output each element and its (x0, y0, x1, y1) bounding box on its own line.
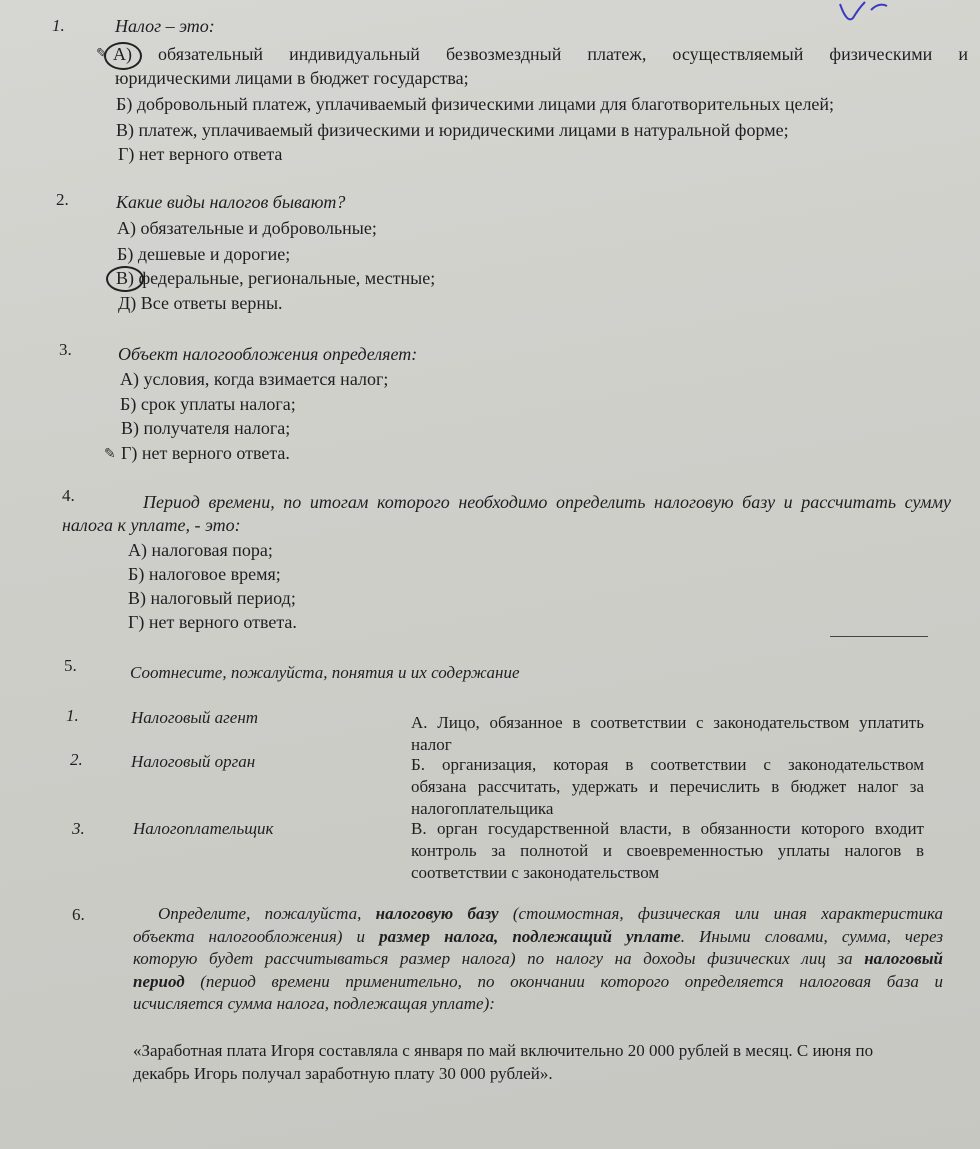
question-text: Объект налогообложения определяет: (118, 344, 418, 364)
task-text: объекта налогообложения) и (133, 926, 380, 946)
definition-line: обязана рассчитать, удержать и перечислить в бюджет налог за (411, 777, 924, 796)
term-number: 2. (70, 750, 83, 769)
question-text: Период времени, по итогам которого необходимо определить налоговую базу и рассчитать сумму (143, 492, 951, 512)
task-text: (стоимостная, физическая или иная характеристика (498, 904, 943, 923)
term-number: 3. (72, 819, 85, 838)
answer-option: А) обязательный индивидуальный безвозмездный платеж, осуществляемый физическими и (113, 44, 968, 64)
definition-c (411, 818, 924, 884)
task-line (133, 971, 943, 994)
task-paragraph (133, 903, 943, 1016)
question-number: 1. (52, 16, 65, 35)
question-number: 2. (56, 190, 69, 209)
task-emphasis: налоговый (864, 949, 943, 968)
answer-option: В) платеж, уплачиваемый физическими и юридическими лицами в натуральной форме; (116, 120, 789, 140)
task-line (133, 903, 943, 926)
answer-option: Б) срок уплаты налога; (120, 394, 296, 414)
answer-option-continued: юридическими лицами в бюджет государства; (115, 68, 469, 88)
answer-option: Б) добровольный платеж, уплачиваемый физическими лицами для благотворительных целей; (116, 94, 835, 114)
definition-line: В. орган государственной власти, в обязанности которого входит (411, 819, 924, 838)
answer-option: Г) нет верного ответа (118, 144, 283, 164)
task-line: исчисляется сумма налога, подлежащая уплате): (133, 994, 495, 1013)
definition-line: налог (411, 735, 452, 754)
handwritten-mark (835, 0, 895, 30)
task-emphasis: период (133, 971, 185, 991)
term: Налоговый агент (131, 708, 259, 727)
task-text: (период времени применительно, по окончании которого определяется налоговая база и (184, 971, 943, 991)
answer-tick-mark: ✎ (96, 47, 108, 62)
term: Налоговый орган (131, 752, 256, 771)
answer-option: Б) дешевые и дорогие; (117, 244, 291, 264)
definition-b (411, 754, 924, 820)
definition-line: налогоплательщика (411, 799, 554, 818)
definition-a (411, 712, 924, 756)
definition-line: А. Лицо, обязанное в соответствии с законодательством уплатить (411, 713, 924, 732)
question-number: 4. (62, 486, 75, 505)
task-line (133, 948, 943, 971)
task-emphasis: налоговую базу (375, 904, 499, 923)
answer-option: В) налоговый период; (128, 588, 296, 608)
answer-option: А) условия, когда взимается налог; (120, 369, 389, 389)
quote-line: декабрь Игорь получал заработную плату 30 000 рублей». (133, 1063, 553, 1083)
answer-blank-line (830, 636, 928, 637)
question-number: 3. (59, 340, 72, 359)
answer-option: Г) нет верного ответа. (128, 612, 297, 632)
question-text-continued: налога к уплате, - это: (62, 515, 241, 535)
answer-option: Г) нет верного ответа. (121, 443, 290, 463)
definition-line: соответствии с законодательством (411, 863, 660, 882)
answer-option: Д) Все ответы верны. (118, 293, 283, 313)
answer-option: А) обязательные и добровольные; (117, 218, 377, 238)
answer-option: В) федеральные, региональные, местные; (116, 268, 436, 288)
question-text: Какие виды налогов бывают? (116, 192, 346, 212)
task-text: . Иными словами, сумма, через (680, 926, 943, 946)
task-emphasis: размер налога, подлежащий уплате (379, 926, 681, 946)
term: Налогоплательщик (133, 819, 274, 838)
question-number: 6. (72, 905, 85, 924)
definition-line: Б. организация, которая в соответствии с законодательством (411, 755, 924, 774)
question-text: Соотнесите, пожалуйста, понятия и их содержание (130, 663, 520, 682)
answer-option: Б) налоговое время; (128, 564, 281, 584)
quote-line: «Заработная плата Игоря составляла с января по май включительно 20 000 рублей в месяц. С июня по (133, 1041, 874, 1060)
term-number: 1. (66, 706, 79, 725)
task-line (133, 926, 943, 949)
definition-line: контроль за полнотой и своевременностью уплаты налогов в (411, 841, 924, 860)
answer-option: В) получателя налога; (121, 418, 291, 438)
question-text: Налог – это: (115, 16, 215, 36)
task-text: которую будет рассчитываться размер налога) по налогу на доходы физических лиц за (133, 949, 865, 968)
task-quote (133, 1040, 943, 1085)
answer-tick-mark: ✎ (104, 447, 116, 462)
answer-option: А) налоговая пора; (128, 540, 273, 560)
question-number: 5. (64, 656, 77, 675)
task-text: Определите, пожалуйста, (158, 904, 376, 923)
